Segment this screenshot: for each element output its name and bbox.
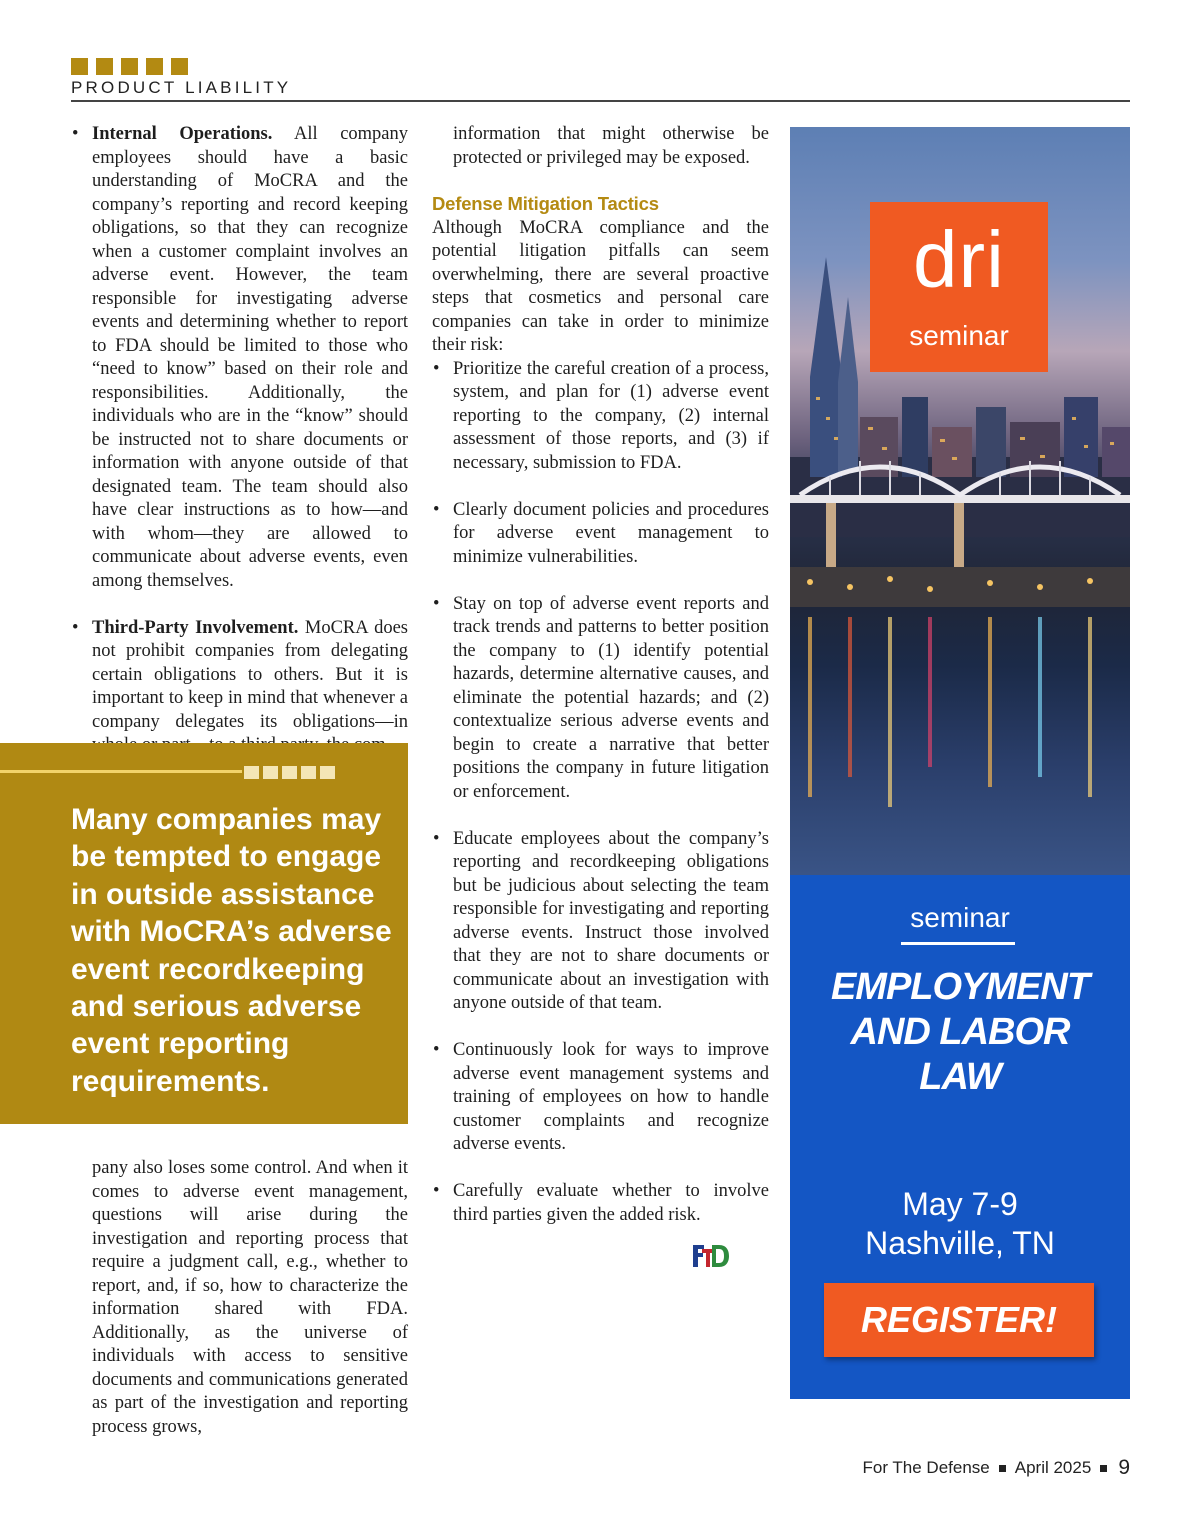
list-item: • Stay on top of adverse event reports and track trends and patterns to better position the company to (1) identify potential hazards, determine alternative causes, and eliminate the potential hazards; and (2) contextualize serious adverse events and begin to create a narrative that better positions the company in future litigation or enforcement. (432, 593, 769, 805)
page-footer (862, 1456, 1130, 1480)
column-middle (432, 123, 769, 1227)
list-item: • Prioritize the careful creation of a process, system, and plan for (1) adverse event reporting to the company, (2) internal assessment of those reports, and (3) if necessary, submission to FDA. (432, 358, 769, 476)
list-item: • Carefully evaluate whether to involve third parties given the added risk. (432, 1180, 769, 1227)
issue-date: April 2025 (1014, 1458, 1092, 1477)
dri-logo-subtext: seminar (909, 320, 1009, 351)
ad-seminar-underline (901, 942, 1015, 945)
seminar-advertisement[interactable] (790, 127, 1130, 1399)
subheading: Defense Mitigation Tactics (432, 193, 659, 214)
bullet-title: Internal Operations. (92, 124, 273, 144)
ad-title-line: LAW (919, 1056, 1001, 1098)
bullet-body: MoCRA does not prohibit companies from delegating certain obligations to others. But it is important to keep in mind that whenever a company delegates its obligations—in (92, 617, 408, 732)
pull-quote (0, 743, 408, 1124)
ad-date: May 7-9 (902, 1186, 1018, 1222)
bullet-body: All company employees should have a basic understanding of MoCRA and the company’s reporting and record keeping obligations, so that they can recognize when a customer complaint involves an adverse event. However, the team responsible for investigating adverse events and determining whether to report to FDA should be limited to those who “need to know” based on their role and responsibilities. Additionally, the individuals who are in the “know” should be instructed not to share documents or information with anyone outside of that designated team. The team should also have clear instructions as to how—and with whom—they are allowed to communicate about adverse events, even among themselves. (92, 124, 409, 591)
page-number: 9 (1118, 1456, 1130, 1479)
intro-paragraph: Although MoCRA compliance and the potential litigation pitfalls can seem overwhelming, there are several proactive steps that cosmetics and personal care companies can take in order to minimize their risk: (432, 217, 769, 355)
column-left-bottom (71, 1157, 408, 1439)
ftd-end-mark-icon (691, 1240, 731, 1272)
continued-paragraph: pany also loses some control. And when it comes to adverse event management, questions will arise during the investigation and reporting process that require a judgment call, e.g., whether to report, and, if so, how to characterize the information shared with FDA. Additionally, as the universe of individuals with access to sensitive documents and communications generated as part of the investigation and reporting process grows, (92, 1158, 408, 1437)
nashville-skyline-photo (790, 127, 1130, 875)
ad-title-line: EMPLOYMENT (830, 966, 1090, 1008)
bullet-title: Third-Party Involvement. (92, 617, 299, 638)
ad-seminar-label: seminar (910, 902, 1010, 933)
header-squares (71, 58, 188, 75)
pull-quote-rule (0, 770, 242, 773)
separator-square (999, 1465, 1006, 1472)
section-label: PRODUCT LIABILITY (71, 78, 292, 97)
list-item: • Continuously look for ways to improve adverse event management systems and training of employees on how to handle customer complaints and recognize adverse events. (432, 1039, 769, 1157)
list-item: • Clearly document policies and procedures for adverse event management to minimize vulnerabilities. (432, 499, 769, 570)
bullet-internal-operations (71, 123, 408, 593)
ad-date-location (790, 1185, 1130, 1263)
bullet-third-party (71, 617, 408, 758)
header-rule (71, 100, 1130, 102)
pull-quote-squares (244, 766, 335, 779)
list-item: • Educate employees about the company’s reporting and recordkeeping obligations but be judicious about selecting the team responsible for investigating and reporting adverse events. Instruct those involved that they are not to share documents or communicate about an investigation with anyone outside of that team. (432, 828, 769, 1016)
pull-quote-text: Many companies may be tempted to engage in outside assistance with MoCRA’s adverse event recordkeeping and serious adverse event reporting requirements. (71, 803, 392, 1098)
ad-title (790, 965, 1130, 1100)
column-left-top (71, 123, 408, 758)
separator-square (1100, 1465, 1107, 1472)
ad-title-line: AND LABOR (850, 1011, 1070, 1053)
carry-over-paragraph: information that might otherwise be protected or privileged may be exposed. (453, 124, 769, 168)
register-button[interactable]: REGISTER! (824, 1283, 1094, 1357)
publication-name: For The Defense (862, 1458, 990, 1477)
ad-location: Nashville, TN (865, 1225, 1055, 1261)
dri-logo (870, 202, 1048, 372)
dri-logo-text: dri (913, 215, 1005, 304)
